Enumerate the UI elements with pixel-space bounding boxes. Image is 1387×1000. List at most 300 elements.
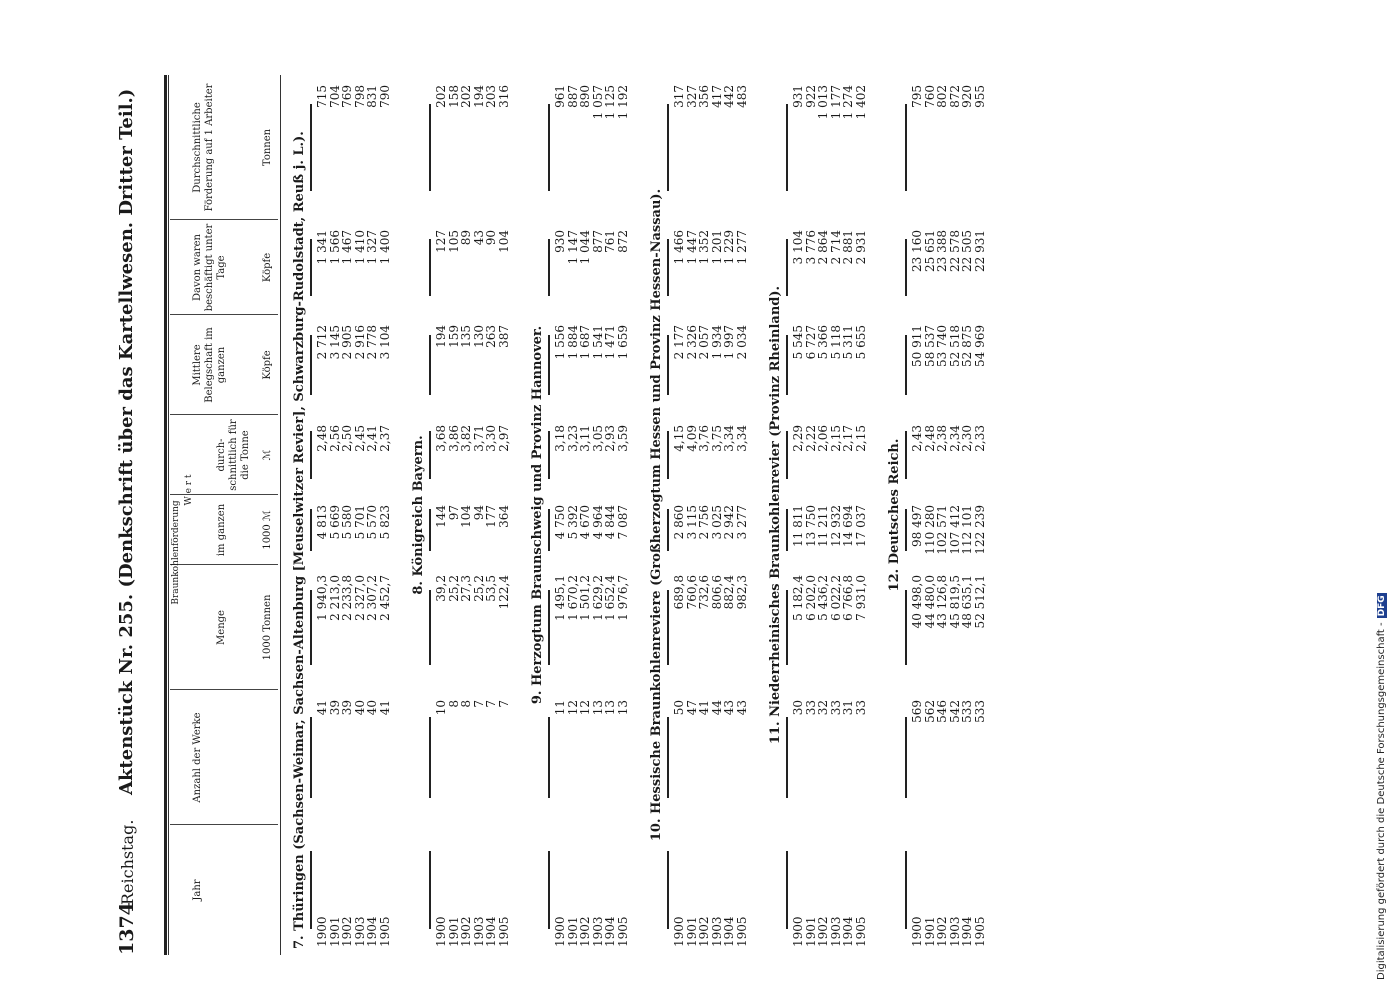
column-rule [786,335,788,395]
table-cell: 25,2 [471,575,486,602]
table-cell: 6 727 [803,325,818,360]
table-cell: 89 [459,230,473,246]
table-cell: 122 239 [972,505,987,555]
table-cell: 1901 [565,916,580,947]
table-cell: 2,41 [365,425,379,452]
section-title: 11. Niederrheinisches Braunkohlenrevier (Provinz Rheinland). [768,285,783,745]
table-cell: 43 126,8 [935,575,949,629]
table-cell: 5 580 [340,505,354,540]
table-cell: 2,38 [935,425,949,452]
column-rule [786,239,788,296]
table-cell: 12 932 [828,505,843,547]
table-cell: 48 635,1 [960,575,974,629]
table-cell: 1 471 [603,325,617,360]
table-cell: 6 202,0 [803,575,818,621]
table-cell: 3,82 [459,425,473,452]
table-cell: 417 [709,85,724,108]
table-cell: 1 277 [734,230,749,265]
table-cell: 1 997 [722,325,736,360]
column-rule [310,717,312,798]
table-cell: 882,4 [722,575,736,610]
table-cell: 53,5 [484,575,498,602]
menge-header-unit: 1000 Tonnen [262,594,273,661]
header-bottom-rule [280,75,281,955]
column-rule [429,335,431,395]
table-cell: 5 823 [377,505,392,540]
table-cell: 1905 [615,916,630,947]
table-cell: 98 497 [910,505,924,547]
table-cell: 2 778 [365,325,379,360]
table-cell: 1902 [697,916,711,947]
table-cell: 3 115 [684,505,699,540]
table-cell: 105 [446,230,461,253]
table-cell: 5 655 [853,325,868,360]
table-cell: 8 [446,700,461,708]
table-cell: 715 [315,85,329,108]
leistung-header-unit: Tonnen [262,128,273,167]
table-cell: 2 916 [352,325,367,360]
table-cell: 2 881 [841,230,855,265]
table-cell: 41 [697,700,711,716]
table-cell: 1901 [327,916,342,947]
table-cell: 1 467 [340,230,354,265]
table-cell: 122,4 [496,575,511,610]
table-cell: 4 964 [590,505,605,540]
table-cell: 14 694 [841,505,855,547]
side-note-text: Digitalisierung gefördert durch die Deutsche Forschungsgemeinschaft - [1376,622,1387,980]
table-cell: 2 860 [672,505,686,540]
table-cell: 1 629,2 [590,575,605,621]
table-cell: 872 [615,230,630,253]
table-cell: 1902 [816,916,830,947]
table-cell: 2,56 [327,425,342,452]
column-rule [310,851,312,929]
table-cell: 7 [471,700,486,708]
page-number: 1374 [116,902,138,955]
table-cell: 43 [471,230,486,246]
column-rule [429,851,431,929]
table-cell: 4 670 [578,505,592,540]
table-cell: 1903 [352,916,367,947]
table-cell: 52 512,1 [972,575,987,629]
column-rule [667,431,669,479]
table-cell: 1 341 [315,230,329,265]
table-cell: 1901 [446,916,461,947]
foerderung-group-header: Braunkohlenförderung [171,500,181,605]
column-rule [310,104,312,191]
table-cell: 40 [365,700,379,716]
column-rule [429,717,431,798]
table-cell: 44 480,0 [922,575,937,629]
table-cell: 2 213,0 [327,575,342,621]
table-cell: 11 [553,700,567,716]
table-cell: 1 410 [352,230,367,265]
table-cell: 2,30 [960,425,974,452]
table-cell: 317 [672,85,686,108]
table-cell: 798 [352,85,367,108]
table-cell: 2 942 [722,505,736,540]
table-cell: 1905 [972,916,987,947]
table-cell: 32 [816,700,830,716]
table-cell: 5 701 [352,505,367,540]
column-rule [905,717,907,798]
table-cell: 159 [446,325,461,348]
table-cell: 54 969 [972,325,987,367]
table-cell: 3 025 [709,505,724,540]
table-cell: 52 518 [947,325,962,367]
table-cell: 53 740 [935,325,949,367]
column-rule [548,335,550,395]
table-cell: 1900 [434,916,448,947]
column-rule [548,104,550,191]
table-cell: 27,3 [459,575,473,602]
table-cell: 45 819,5 [947,575,962,629]
table-cell: 920 [960,85,974,108]
top-rule [164,75,167,955]
table-cell: 2,93 [603,425,617,452]
table-cell: 104 [496,230,511,253]
table-cell: 40 [352,700,367,716]
table-cell: 13 [615,700,630,716]
table-cell: 158 [446,85,461,108]
durchschnitt-header-label: durch- schnittlich für die Tonne [216,419,251,491]
table-cell: 39 [327,700,342,716]
column-rule [548,717,550,798]
table-cell: 1 229 [722,230,736,265]
table-cell: 202 [434,85,448,108]
table-cell: 2,17 [841,425,855,452]
column-rule [905,335,907,395]
table-cell: 3,34 [722,425,736,452]
table-cell: 3,23 [565,425,580,452]
table-cell: 11 811 [791,505,805,547]
document-title: Aktenstück Nr. 255. (Denkschrift über das Kartellwesen. Dritter Teil.) [116,88,137,795]
table-cell: 930 [553,230,567,253]
table-cell: 2 712 [315,325,329,360]
column-rule [786,851,788,929]
column-rule [786,431,788,479]
table-cell: 3,71 [471,425,486,452]
table-cell: 327 [684,85,699,108]
table-cell: 2 034 [734,325,749,360]
table-cell: 1 192 [615,85,630,120]
table-cell: 107 412 [947,505,962,555]
column-rule [548,239,550,296]
table-cell: 17 037 [853,505,868,547]
table-cell: 3 145 [327,325,342,360]
table-cell: 732,6 [697,575,711,610]
table-cell: 22 505 [960,230,974,272]
table-cell: 3,30 [484,425,498,452]
table-cell: 877 [590,230,605,253]
table-cell: 761 [603,230,617,253]
column-rule [310,335,312,395]
table-cell: 1904 [722,916,736,947]
column-rule [667,851,669,929]
table-cell: 194 [434,325,448,348]
table-cell: 1 057 [590,85,605,120]
table-cell: 569 [910,700,924,723]
table-cell: 1 541 [590,325,605,360]
table-cell: 5 436,2 [816,575,830,621]
table-cell: 52 875 [960,325,974,367]
table-cell: 3,18 [553,425,567,452]
table-cell: 2 233,8 [340,575,354,621]
table-cell: 203 [484,85,498,108]
table-cell: 127 [434,230,448,253]
table-cell: 795 [910,85,924,108]
table-cell: 689,8 [672,575,686,610]
column-rule [429,104,431,191]
table-cell: 1900 [672,916,686,947]
werke-header-label: Anzahl der Werke [192,712,203,803]
table-cell: 2,15 [853,425,868,452]
table-cell: 1 501,2 [578,575,592,621]
table-cell: 2,29 [791,425,805,452]
table-cell: 356 [697,85,711,108]
table-cell: 97 [446,505,461,521]
table-cell: 2 326 [684,325,699,360]
table-cell: 533 [960,700,974,723]
table-cell: 13 750 [803,505,818,547]
unter-tage-header-label: Davon waren beschäftigt unter Tage [192,223,227,312]
table-cell: 5 545 [791,325,805,360]
table-cell: 135 [459,325,473,348]
table-cell: 94 [471,505,486,521]
table-cell: 130 [471,325,486,348]
table-cell: 1900 [910,916,924,947]
column-rule [905,239,907,296]
table-cell: 7 087 [615,505,630,540]
table-cell: 3,34 [734,425,749,452]
column-rule [310,509,312,551]
table-cell: 890 [578,85,592,108]
table-cell: 39 [340,700,354,716]
table-cell: 562 [922,700,937,723]
table-cell: 39,2 [434,575,448,602]
table-cell: 50 911 [910,325,924,367]
page-header [106,75,146,955]
table-cell: 1904 [365,916,379,947]
werke-header [170,689,278,825]
table-cell: 13 [603,700,617,716]
column-rule [310,590,312,665]
table-cell: 802 [935,85,949,108]
table-cell: 177 [484,505,498,528]
table-cell: 872 [947,85,962,108]
table-cell: 483 [734,85,749,108]
column-rule [429,239,431,296]
column-rule [667,104,669,191]
table-cell: 50 [672,700,686,716]
table-cell: 1 976,7 [615,575,630,621]
table-cell: 790 [377,85,392,108]
table-cell: 1902 [935,916,949,947]
table-cell: 112 101 [960,505,974,555]
table-cell: 1 934 [709,325,724,360]
table-cell: 22 578 [947,230,962,272]
column-rule [548,431,550,479]
table-cell: 5 311 [841,325,855,360]
unter-tage-header [170,219,278,315]
table-cell: 1 940,3 [315,575,329,621]
table-cell: 33 [828,700,843,716]
side-note [1362,30,1387,990]
column-rule [310,239,312,296]
table-cell: 2,37 [377,425,392,452]
column-rule [905,104,907,191]
table-cell: 1904 [841,916,855,947]
table-cell: 33 [853,700,868,716]
table-cell: 12 [565,700,580,716]
table-cell: 6 766,8 [841,575,855,621]
table-cell: 1904 [484,916,498,947]
table-cell: 1 402 [853,85,868,120]
table-cell: 7 931,0 [853,575,868,621]
table-cell: 1 352 [697,230,711,265]
table-cell: 1902 [578,916,592,947]
section-title: 7. Thüringen (Sachsen-Weimar, Sachsen-Altenburg [Meuselwitzer Revier], Schwarzburg-Rudolstadt, Reuß j. L.). [292,131,307,949]
table-cell: 2,33 [972,425,987,452]
table-cell: 43 [734,700,749,716]
table-cell: 533 [972,700,987,723]
table-cell: 3 776 [803,230,818,265]
table-cell: 1901 [803,916,818,947]
dfg-logo: DFG [1377,595,1387,617]
table-cell: 5 118 [828,325,843,360]
table-cell: 1902 [459,916,473,947]
table-cell: 1905 [496,916,511,947]
column-rule [667,717,669,798]
table-cell: 1 400 [377,230,392,265]
table-cell: 1 044 [578,230,592,265]
column-rule [548,851,550,929]
unter-tage-header-unit: Köpfe [262,252,273,283]
durchschnitt-header-unit: ℳ [262,449,273,461]
table-cell: 202 [459,85,473,108]
table-cell: 1 147 [565,230,580,265]
table-cell: 1 201 [709,230,724,265]
column-rule [667,335,669,395]
leistung-header-label: Durchschnittliche Förderung auf 1 Arbeiter [192,83,215,212]
table-cell: 2,15 [828,425,843,452]
menge-header-label: Menge [216,610,227,645]
table-cell: 542 [947,700,962,723]
table-cell: 7 [496,700,511,708]
top-rule-thin [168,75,169,955]
jahr-header-label: Jahr [192,879,203,901]
table-cell: 30 [791,700,805,716]
table-cell: 1902 [340,916,354,947]
section-title: 10. Hessische Braunkohlenreviere (Großherzogtum Hessen und Provinz Hessen-Nassau). [649,188,664,842]
table-cell: 961 [553,85,567,108]
table-cell: 1903 [471,916,486,947]
table-cell: 3,76 [697,425,711,452]
table-cell: 1905 [853,916,868,947]
table-cell: 2 057 [697,325,711,360]
table-cell: 263 [484,325,498,348]
column-rule [905,851,907,929]
table-cell: 41 [315,700,329,716]
table-cell: 110 280 [922,505,937,555]
table-cell: 58 537 [922,325,937,367]
im-ganzen-header-unit: 1000 ℳ [262,510,273,550]
table-cell: 1 566 [327,230,342,265]
table-cell: 11 211 [816,505,830,547]
table-cell: 2,48 [315,425,329,452]
table-cell: 31 [841,700,855,716]
table-cell: 2 452,7 [377,575,392,621]
table-cell: 3,75 [709,425,724,452]
table-cell: 2 756 [697,505,711,540]
column-rule [310,431,312,479]
table-cell: 1 177 [828,85,843,120]
table-cell: 1 274 [841,85,855,120]
table-cell: 769 [340,85,354,108]
column-rule [786,509,788,551]
table-cell: 1904 [603,916,617,947]
table-cell: 4,09 [684,425,699,452]
table-cell: 1 447 [684,230,699,265]
table-cell: 316 [496,85,511,108]
table-cell: 704 [327,85,342,108]
table-cell: 1 670,2 [565,575,580,621]
table-cell: 2,43 [910,425,924,452]
table-cell: 5 392 [565,505,580,540]
table-cell: 2 177 [672,325,686,360]
table-cell: 1 495,1 [553,575,567,621]
table-cell: 442 [722,85,736,108]
table-cell: 1 327 [365,230,379,265]
table-cell: 3 104 [791,230,805,265]
table-cell: 40 498,0 [910,575,924,629]
table-cell: 760 [922,85,937,108]
column-rule [429,431,431,479]
table-cell: 41 [377,700,392,716]
table-cell: 3,05 [590,425,605,452]
table-cell: 982,3 [734,575,749,610]
table-cell: 13 [590,700,605,716]
table-cell: 1 687 [578,325,592,360]
belegschaft-header-unit: Köpfe [262,350,273,380]
table-cell: 43 [722,700,736,716]
table-cell: 1 013 [816,85,830,120]
table-cell: 4 844 [603,505,617,540]
im-ganzen-header-label: im ganzen [216,503,227,557]
table-cell: 144 [434,505,448,528]
column-rule [905,431,907,479]
table-cell: 1 884 [565,325,580,360]
table-cell: 10 [434,700,448,716]
table-cell: 104 [459,505,473,528]
table-cell: 364 [496,505,511,528]
table-cell: 5 366 [816,325,830,360]
table-cell: 22 931 [972,230,987,272]
table-cell: 1 652,4 [603,575,617,621]
table-cell: 5 182,4 [791,575,805,621]
table-cell: 1901 [684,916,699,947]
table-cell: 3 104 [377,325,392,360]
table-cell: 2,22 [803,425,818,452]
table-cell: 387 [496,325,511,348]
table-cell: 5 570 [365,505,379,540]
column-rule [429,509,431,551]
table-cell: 4,15 [672,425,686,452]
table-cell: 2 864 [816,230,830,265]
table-cell: 1 466 [672,230,686,265]
rotated-page [100,75,1280,955]
table-cell: 2,48 [922,425,937,452]
